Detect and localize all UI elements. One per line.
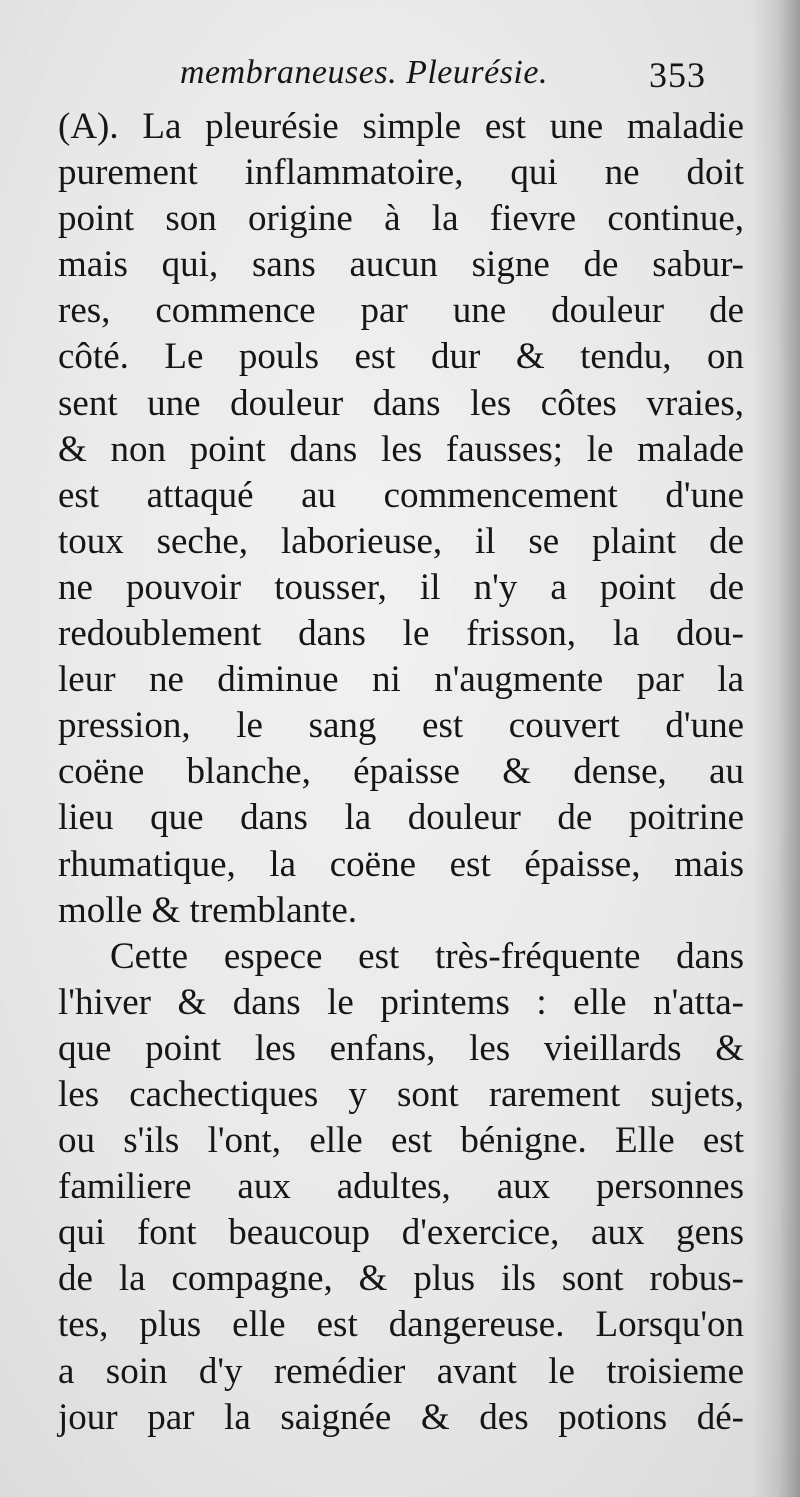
text-line: familiere aux adultes, aux personnes [58,1166,744,1208]
text-line: leur ne diminue ni n'augmente par la [58,659,744,701]
text-line: ne pouvoir tousser, il n'y a point de [58,566,744,608]
text-line: rhumatique, la coëne est épaisse, mais [58,843,744,885]
text-line: a soin d'y remédier avant le troisieme [58,1350,744,1392]
paragraph-2 [58,934,744,1441]
running-head: membraneuses. Pleurésie. [180,54,548,91]
text-line: que point les enfans, les vieillards & [58,1027,744,1069]
page-number: 353 [649,55,706,95]
text-line: pression, le sang est couvert d'une [58,705,744,747]
text-line: (A). La pleurésie simple est une maladie [58,106,744,147]
body-text [58,104,744,1441]
text-line: point son origine à la fievre continue, [58,198,744,240]
text-line: redoublement dans le frisson, la dou- [58,613,744,655]
text-line: ou s'ils l'ont, elle est bénigne. Elle est [58,1120,744,1162]
paragraph-1 [58,104,744,934]
text-line: tes, plus elle est dangereuse. Lorsqu'on [58,1304,744,1346]
text-line: sent une douleur dans les côtes vraies, [58,382,744,424]
text-line: lieu que dans la douleur de poitrine [58,797,744,839]
text-line: toux seche, laborieuse, il se plaint de [58,520,744,562]
text-line: l'hiver & dans le printems : elle n'atta- [58,981,744,1023]
text-line: & non point dans les fausses; le malade [58,428,744,470]
text-line: molle & tremblante. [58,889,357,931]
page-edge-shadow [752,0,800,1497]
text-line: est attaqué au commencement d'une [58,474,744,516]
text-line: mais qui, sans aucun signe de sabur- [58,244,744,286]
text-line: jour par la saignée & des potions dé- [58,1396,744,1438]
text-line: coëne blanche, épaisse & dense, au [58,751,744,793]
text-line: purement inflammatoire, qui ne doit [58,152,744,194]
text-line: Cette espece est très-fréquente dans [110,935,744,977]
text-line: res, commence par une douleur de [58,290,744,332]
page-header [0,54,800,106]
text-line: de la compagne, & plus ils sont robus- [58,1258,744,1300]
text-line: côté. Le pouls est dur & tendu, on [58,336,744,378]
text-line: qui font beaucoup d'exercice, aux gens [58,1212,744,1254]
text-line: les cachectiques y sont rarement sujets, [58,1073,744,1115]
